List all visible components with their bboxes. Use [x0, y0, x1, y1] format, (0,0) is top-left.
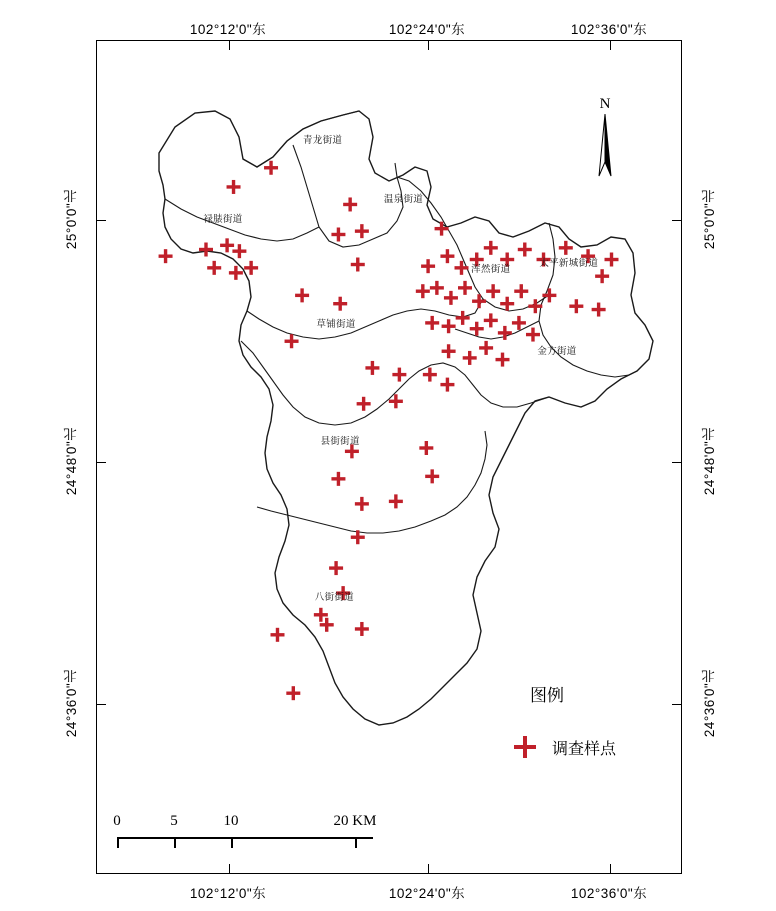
township-label: 八街街道	[314, 591, 354, 603]
township-label: 草铺街道	[316, 318, 356, 330]
legend-item-label: 调查样点	[552, 740, 617, 758]
township-label: 温泉街道	[383, 193, 424, 205]
township-label: 金方街道	[537, 345, 577, 357]
township-label: 青龙街道	[303, 135, 343, 147]
township-label: 县街街道	[320, 435, 360, 447]
scale-tick-mark-3	[355, 837, 357, 848]
axis-label-top-3: 102°36'0"东	[570, 22, 648, 37]
sample-point-marker	[229, 266, 243, 280]
axis-label-left-1: 25°0'0"北	[64, 188, 79, 250]
axis-label-right-3: 24°36'0"北	[702, 668, 717, 738]
scale-tick-mark-0	[117, 837, 119, 848]
axis-label-top-1: 102°12'0"东	[189, 22, 267, 37]
scale-tick-mark-1	[174, 837, 176, 848]
scale-tick-label-3: 20 KM	[333, 813, 377, 829]
sample-point-marker	[286, 686, 300, 700]
axis-label-left-3: 24°36'0"北	[64, 668, 79, 738]
scale-tick-label-2: 10	[223, 813, 239, 829]
township-label: 禄脿街道	[203, 213, 243, 225]
north-arrow	[585, 96, 625, 186]
north-arrow-label: N	[599, 96, 611, 112]
township-label: 浑然街道	[471, 263, 511, 275]
scale-tick-mark-2	[231, 837, 233, 848]
legend	[512, 681, 662, 760]
axis-label-top-2: 102°24'0"东	[388, 22, 466, 37]
axis-label-right-1: 25°0'0"北	[702, 188, 717, 250]
sample-point-marker	[207, 261, 221, 275]
township-label: 太平新城街道	[539, 258, 599, 269]
legend-title: 图例	[530, 686, 564, 705]
cross-marker-icon	[512, 734, 538, 760]
axis-label-left-2: 24°48'0"北	[64, 426, 79, 496]
sample-point-marker	[159, 249, 173, 263]
axis-label-bottom-1: 102°12'0"东	[189, 886, 267, 901]
scale-tick-label-0: 0	[113, 813, 121, 829]
axis-label-bottom-2: 102°24'0"东	[388, 886, 466, 901]
axis-label-bottom-3: 102°36'0"东	[570, 886, 648, 901]
axis-label-right-2: 24°48'0"北	[702, 426, 717, 496]
legend-item-sample-point	[512, 734, 662, 760]
scale-tick-label-1: 5	[170, 813, 178, 829]
scale-bar-numbers	[113, 813, 397, 833]
sample-point-marker	[270, 628, 284, 642]
scale-bar-line	[117, 837, 397, 851]
map-canvas	[96, 40, 682, 874]
scale-bar	[113, 813, 397, 851]
